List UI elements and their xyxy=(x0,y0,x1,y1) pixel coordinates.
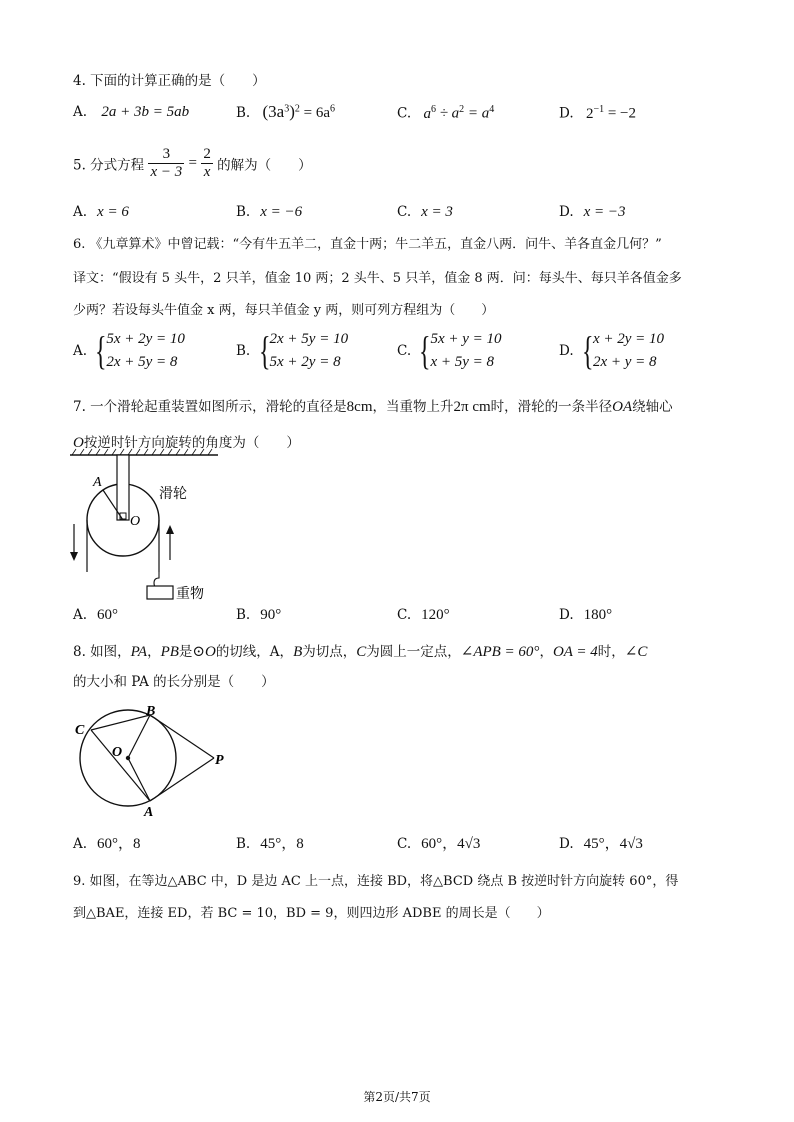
q7-line-1 xyxy=(73,395,673,416)
q8-option-d[interactable] xyxy=(559,832,643,853)
frac-denominator: x − 3 xyxy=(150,164,183,180)
q6-line-2: 译文：“假设有 5 头牛，2 只羊，值金 10 两；2 头牛、5 只羊，值金 8 两．问：每头牛、每只羊各值金多 xyxy=(73,271,682,286)
q7-option-c[interactable] xyxy=(397,607,450,624)
brace: { xyxy=(581,328,594,373)
option-value: 90° xyxy=(260,607,282,623)
q6-option-a[interactable] xyxy=(73,328,185,374)
option-label: B. xyxy=(236,343,251,359)
q4-a-expr: 2a + 3b = 5ab xyxy=(101,104,190,120)
q8-line-1 xyxy=(73,640,647,661)
q4-d-exp: −1 xyxy=(593,104,605,115)
label-a: A xyxy=(144,805,154,820)
arrow-down-head xyxy=(70,552,78,561)
point-b: B xyxy=(293,644,303,660)
option-label: D. xyxy=(559,836,574,852)
ceiling-hatch xyxy=(72,449,212,455)
option-label: A. xyxy=(73,204,88,220)
q7-option-a[interactable] xyxy=(73,607,118,624)
option-label: A. xyxy=(73,104,88,120)
angle-apb: ∠APB = 60° xyxy=(460,644,540,660)
q4-b-rest: = 6a xyxy=(299,105,331,121)
option-value: 180° xyxy=(583,607,613,623)
q4-option-a[interactable] xyxy=(73,104,189,121)
q4-stem: 4. 下面的计算正确的是（ ） xyxy=(73,73,266,89)
q9-line-1: 9. 如图，在等边△ABC 中，D 是边 AC 上一点，连接 BD，将△BCD 绕点 B 按逆时针方向旋转 60°，得 xyxy=(73,874,679,889)
equation-system xyxy=(582,328,664,374)
q7-option-d[interactable] xyxy=(559,607,612,624)
center-dot xyxy=(126,756,130,760)
q4-b-close: ) xyxy=(289,102,295,121)
q6-line-3: 少两？若设每头牛值金 x 两，每只羊值金 y 两，则可列方程组为（ ） xyxy=(73,303,495,318)
q4-c-e1: 6 xyxy=(430,104,436,115)
label-o: O xyxy=(112,745,123,760)
q6-option-d[interactable] xyxy=(559,328,664,374)
q5-fraction-2 xyxy=(201,146,213,181)
q4-b-exp2: 2 xyxy=(294,103,300,115)
point-o: O xyxy=(73,435,84,451)
option-label: A. xyxy=(73,607,88,623)
weight-box xyxy=(147,586,173,599)
q5-stem xyxy=(73,146,312,181)
q5-option-c[interactable] xyxy=(397,204,453,221)
option-expr: x = 3 xyxy=(421,204,453,220)
q5-option-a[interactable] xyxy=(73,204,129,221)
angle-c: ∠C xyxy=(624,644,648,660)
q5-option-d[interactable] xyxy=(559,204,626,221)
segment-pb: PB xyxy=(160,644,179,660)
option-label: D. xyxy=(559,105,574,122)
text: ，当重物上升 xyxy=(372,399,454,415)
equation-2: 2x + y = 8 xyxy=(592,354,657,370)
option-label: A. xyxy=(73,836,88,852)
page-footer: 第2页/共7页 xyxy=(363,1090,431,1104)
label-pulley: 滑轮 xyxy=(159,486,187,502)
text: 按逆时针方向旋转的角度为（ ） xyxy=(83,435,300,451)
text: 是 xyxy=(178,644,193,660)
label-b: B xyxy=(146,704,156,719)
equation-2: 5x + 2y = 8 xyxy=(269,354,341,370)
q4-c-e2: 2 xyxy=(459,104,465,115)
chord-cb xyxy=(91,715,150,730)
option-label: C. xyxy=(397,343,412,359)
text: 7. 一个滑轮起重装置如图所示，滑轮的直径是 xyxy=(73,399,347,415)
value-diameter: 8cm xyxy=(346,399,373,415)
q5-option-b[interactable] xyxy=(236,204,302,221)
q8-option-b[interactable] xyxy=(236,832,304,853)
q4-b-exp1: 3 xyxy=(284,103,290,115)
arrow-up-head xyxy=(166,525,174,534)
option-label: B. xyxy=(236,607,251,623)
brace: { xyxy=(258,328,271,373)
q4-c-eq: = a xyxy=(464,105,490,122)
equation-system xyxy=(259,328,349,374)
q6-option-b[interactable] xyxy=(236,328,348,374)
tangent-pa xyxy=(150,758,214,801)
option-label: D. xyxy=(559,607,574,623)
q4-c-a: a xyxy=(423,105,431,122)
value-distance: 2π cm xyxy=(453,399,491,415)
brace: { xyxy=(419,328,431,373)
option-value: 60°，8 xyxy=(97,836,141,852)
text: 时，滑轮的一条半径 xyxy=(490,399,613,415)
option-label: D. xyxy=(559,343,574,359)
option-expr: x = −3 xyxy=(583,204,626,220)
q9-line-2: 到△BAE，连接 ED，若 BC = 10，BD = 9，则四边形 ADBE 的周长是（ ） xyxy=(73,906,550,921)
equation-1: 2x + 5y = 10 xyxy=(269,331,349,347)
q4-b-exp3: 6 xyxy=(330,103,336,115)
label-o: O xyxy=(130,514,141,529)
frac-numerator: 2 xyxy=(203,146,211,162)
tangent-figure xyxy=(72,700,237,820)
option-expr: x = 6 xyxy=(97,204,129,220)
q4-b-base: (3a xyxy=(262,102,285,121)
option-label: C. xyxy=(397,204,412,220)
option-expr: x = −6 xyxy=(260,204,303,220)
length-oa: OA = 4 xyxy=(552,644,598,660)
q5-fraction-1 xyxy=(148,146,184,181)
label-a: A xyxy=(93,475,102,490)
q6-line-1: 6. 《九章算术》中曾记载：“今有牛五羊二，直金十两；牛二羊五，直金八两．问牛、羊各直金几何？” xyxy=(73,237,662,252)
segment-pa: PA xyxy=(130,644,148,660)
q4-option-c[interactable] xyxy=(397,104,494,123)
text: 的切线，A， xyxy=(215,644,294,660)
brace: { xyxy=(95,328,107,373)
tangent-pb xyxy=(150,715,214,758)
pulley-bracket xyxy=(117,455,129,520)
q7-option-b[interactable] xyxy=(236,607,281,624)
q4-c-e3: 4 xyxy=(489,104,495,115)
option-value: 60° xyxy=(97,607,119,623)
text: 时， xyxy=(597,644,625,660)
q4-option-d[interactable] xyxy=(559,104,636,123)
radius-ob xyxy=(128,715,150,758)
option-label: B. xyxy=(236,105,251,121)
radius-oa: OA xyxy=(612,399,633,415)
equation-2: x + 5y = 8 xyxy=(430,354,494,370)
q8-line-2: 的大小和 PA 的长分别是（ ） xyxy=(73,674,275,690)
point-c: C xyxy=(356,644,367,660)
option-value: 45°，4√3 xyxy=(583,836,643,852)
frac-denominator: x xyxy=(203,164,211,180)
option-label: C. xyxy=(397,105,412,122)
equation-1: 5x + 2y = 10 xyxy=(106,331,185,347)
q5-stem-prefix: 5. 分式方程 xyxy=(73,157,145,174)
option-value: 120° xyxy=(421,607,450,623)
q4-d-rest: = −2 xyxy=(604,105,636,122)
label-weight: 重物 xyxy=(176,586,204,602)
frac-numerator: 3 xyxy=(148,146,184,164)
q8-option-c[interactable] xyxy=(397,832,480,853)
chord-ca xyxy=(91,730,150,801)
q4-d-base: 2 xyxy=(585,105,594,122)
text: 为圆上一定点， xyxy=(366,644,461,660)
label-p: P xyxy=(215,753,224,768)
equation-2: 2x + 5y = 8 xyxy=(106,354,178,370)
option-value: 45°，8 xyxy=(260,836,304,852)
q5-equals: = xyxy=(188,155,198,171)
equation-system xyxy=(419,328,501,374)
option-value: 60°，4√3 xyxy=(421,836,481,852)
q4-option-b[interactable] xyxy=(236,102,335,122)
equation-system xyxy=(95,328,185,374)
text: ， xyxy=(147,644,161,660)
pulley-figure xyxy=(66,448,226,606)
text: 为切点， xyxy=(302,644,357,660)
q8-option-a[interactable] xyxy=(73,832,141,853)
text: ， xyxy=(539,644,553,660)
option-label: A. xyxy=(73,343,88,359)
option-label: D. xyxy=(559,204,574,220)
circle-o: ⊙O xyxy=(192,644,216,660)
option-label: B. xyxy=(236,836,251,852)
q5-stem-suffix: 的解为（ ） xyxy=(217,157,312,174)
equation-1: x + 2y = 10 xyxy=(592,331,664,347)
option-label: B. xyxy=(236,204,251,220)
option-label: C. xyxy=(397,607,412,623)
text: 8. 如图， xyxy=(73,644,131,660)
label-c: C xyxy=(75,723,85,738)
radius-oa xyxy=(128,758,150,801)
text: 绕轴心 xyxy=(632,399,673,415)
equation-1: 5x + y = 10 xyxy=(430,331,502,347)
option-label: C. xyxy=(397,836,412,852)
q6-option-c[interactable] xyxy=(397,328,502,374)
q4-c-mid: ÷ a xyxy=(435,105,460,122)
